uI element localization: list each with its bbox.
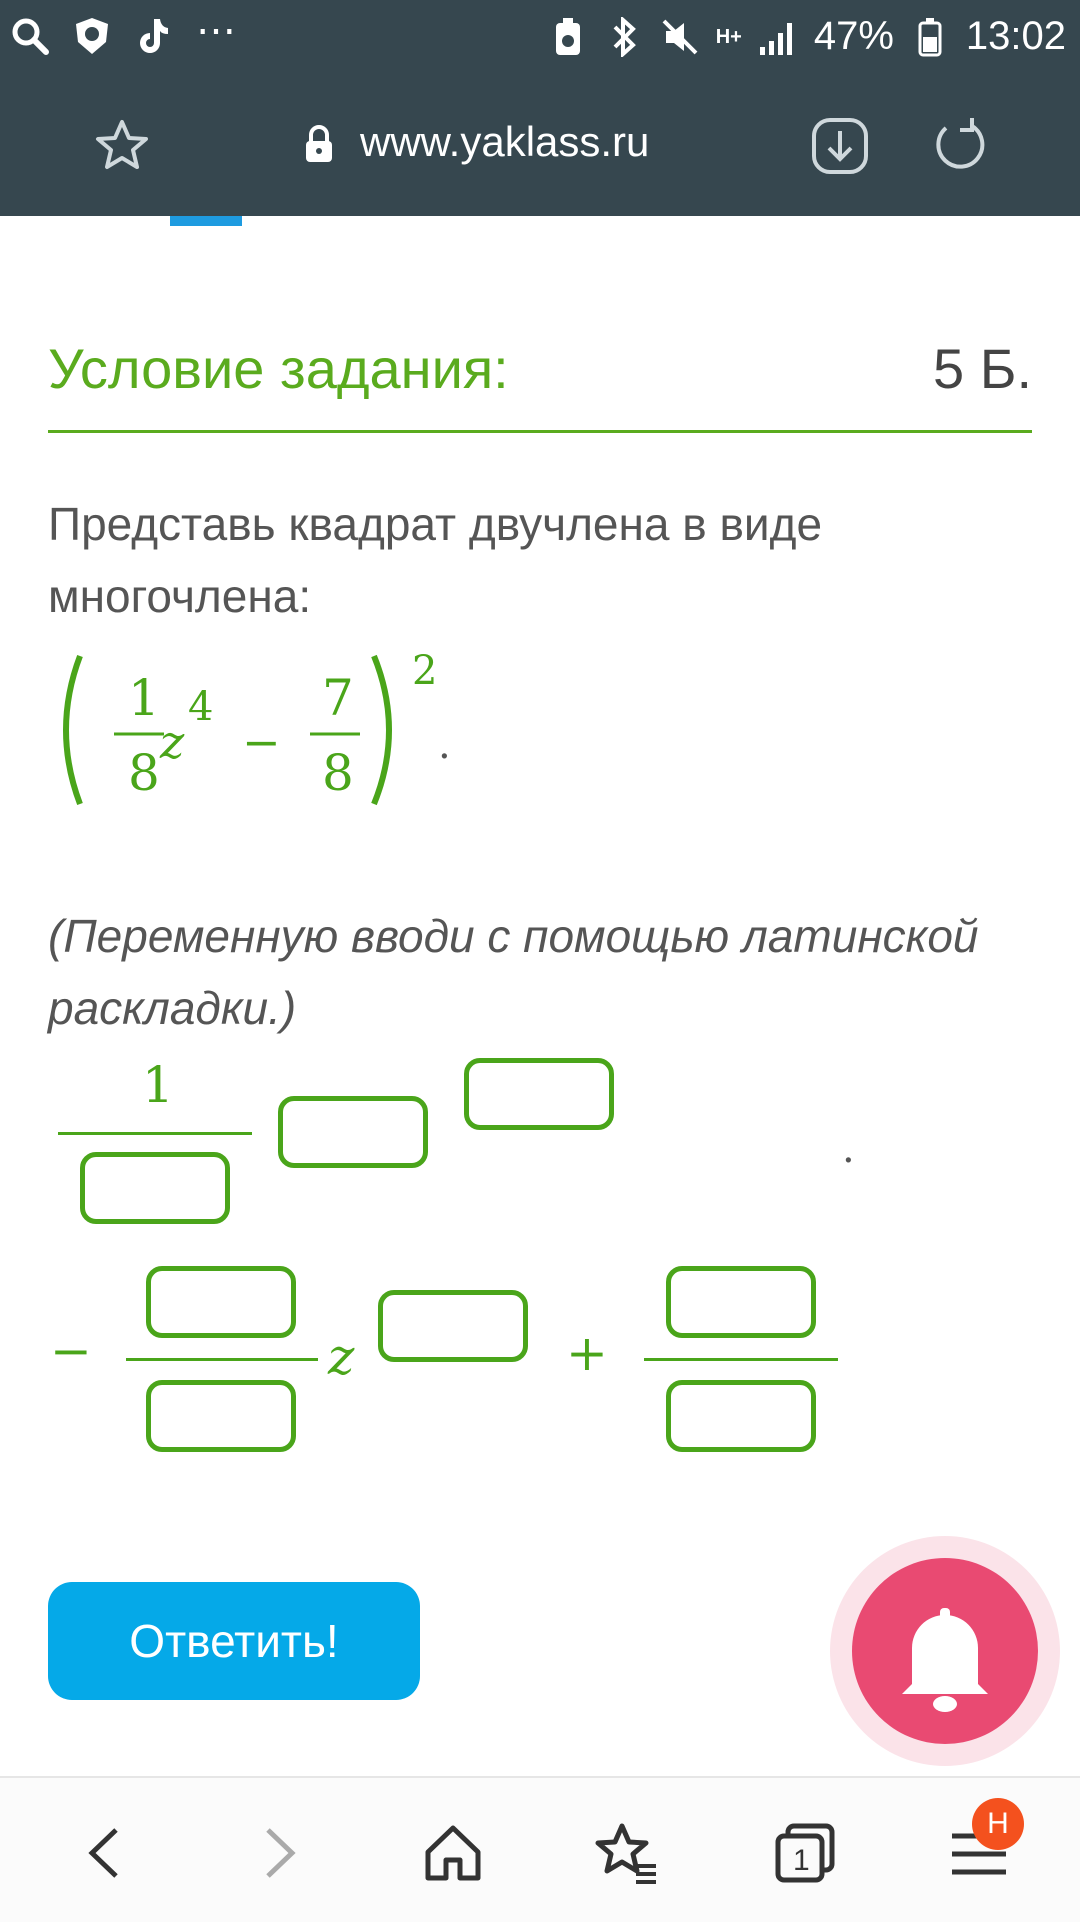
home-icon[interactable]: [418, 1818, 488, 1888]
term3-numerator-input[interactable]: [666, 1266, 816, 1338]
battery-icon: [910, 15, 950, 59]
answer-minus: −: [50, 1322, 92, 1380]
formula-period: .: [438, 722, 451, 768]
frac2-den: 8: [322, 744, 354, 802]
task-note: (Переменную вводи с помощью латинской раскладки.): [48, 910, 979, 1034]
bell-icon: [852, 1558, 1038, 1744]
tabs-icon[interactable]: [770, 1818, 840, 1888]
back-icon[interactable]: [70, 1818, 140, 1888]
url-address[interactable]: www.yaklass.ru: [360, 118, 650, 165]
term2-exponent-input[interactable]: [378, 1290, 528, 1362]
term3-denominator-input[interactable]: [666, 1380, 816, 1452]
right-paren: [374, 656, 389, 804]
formula-minus: −: [242, 715, 281, 769]
tiktok-icon: [134, 14, 174, 58]
submit-answer-button[interactable]: Ответить!: [48, 1582, 420, 1700]
formula-exp: 4: [188, 684, 214, 730]
term2-denominator-input[interactable]: [146, 1380, 296, 1452]
scrolled-content-edge: [0, 216, 1080, 240]
bell-button[interactable]: [852, 1558, 1038, 1744]
left-paren: [66, 656, 80, 804]
progress-fragment: [170, 216, 242, 226]
task-title: Условие задания:: [48, 337, 509, 400]
term1-exponent-input[interactable]: [464, 1058, 614, 1130]
forward-icon[interactable]: [244, 1818, 314, 1888]
answer-area: [0, 1040, 1080, 1480]
more-notifications: ⋯: [196, 9, 240, 53]
task-header: [48, 330, 1032, 433]
formula-power: 2: [412, 648, 438, 694]
term1-coefficient-input[interactable]: [278, 1096, 428, 1168]
term1-denominator-input[interactable]: [80, 1152, 230, 1224]
task-points: 5 Б.: [932, 337, 1032, 400]
star-icon[interactable]: [92, 116, 152, 176]
answer-plus: +: [566, 1324, 608, 1382]
term2-numerator-input[interactable]: [146, 1266, 296, 1338]
download-icon[interactable]: [810, 116, 870, 176]
frac1-den: 8: [128, 744, 160, 802]
answer-first-num: 1: [142, 1056, 174, 1114]
task-text: Представь квадрат двучлена в виде многочлена:: [48, 498, 823, 622]
battery-percent: 47%: [813, 14, 894, 58]
bluetooth-icon: [604, 15, 644, 59]
reload-icon[interactable]: [930, 116, 990, 176]
answer-period: .: [842, 1126, 855, 1172]
notification-fab[interactable]: [830, 1536, 1060, 1766]
app-icon: [72, 14, 112, 58]
status-bar: [0, 0, 1080, 80]
lock-icon: [302, 124, 336, 164]
browser-bottom-nav: [0, 1776, 1080, 1922]
menu-badge: H: [972, 1798, 1024, 1850]
fraction-line: [126, 1358, 318, 1361]
frac1-num: 1: [128, 669, 160, 727]
search-icon: [10, 14, 50, 58]
answer-var: z: [328, 1328, 355, 1386]
fraction-line: [58, 1132, 252, 1135]
tabs-count: 1: [793, 1844, 810, 1877]
formula-var: z: [160, 715, 185, 769]
mute-icon: [660, 15, 700, 59]
signal-icon: [758, 15, 798, 59]
browser-toolbar: [0, 80, 1080, 216]
fraction-line: [644, 1358, 838, 1361]
clock: 13:02: [965, 14, 1066, 58]
battery-saver-icon: [548, 15, 588, 59]
network-type: H+: [715, 25, 742, 48]
task-formula: [48, 640, 528, 820]
frac2-num: 7: [322, 669, 354, 727]
bookmarks-icon[interactable]: [592, 1818, 662, 1888]
